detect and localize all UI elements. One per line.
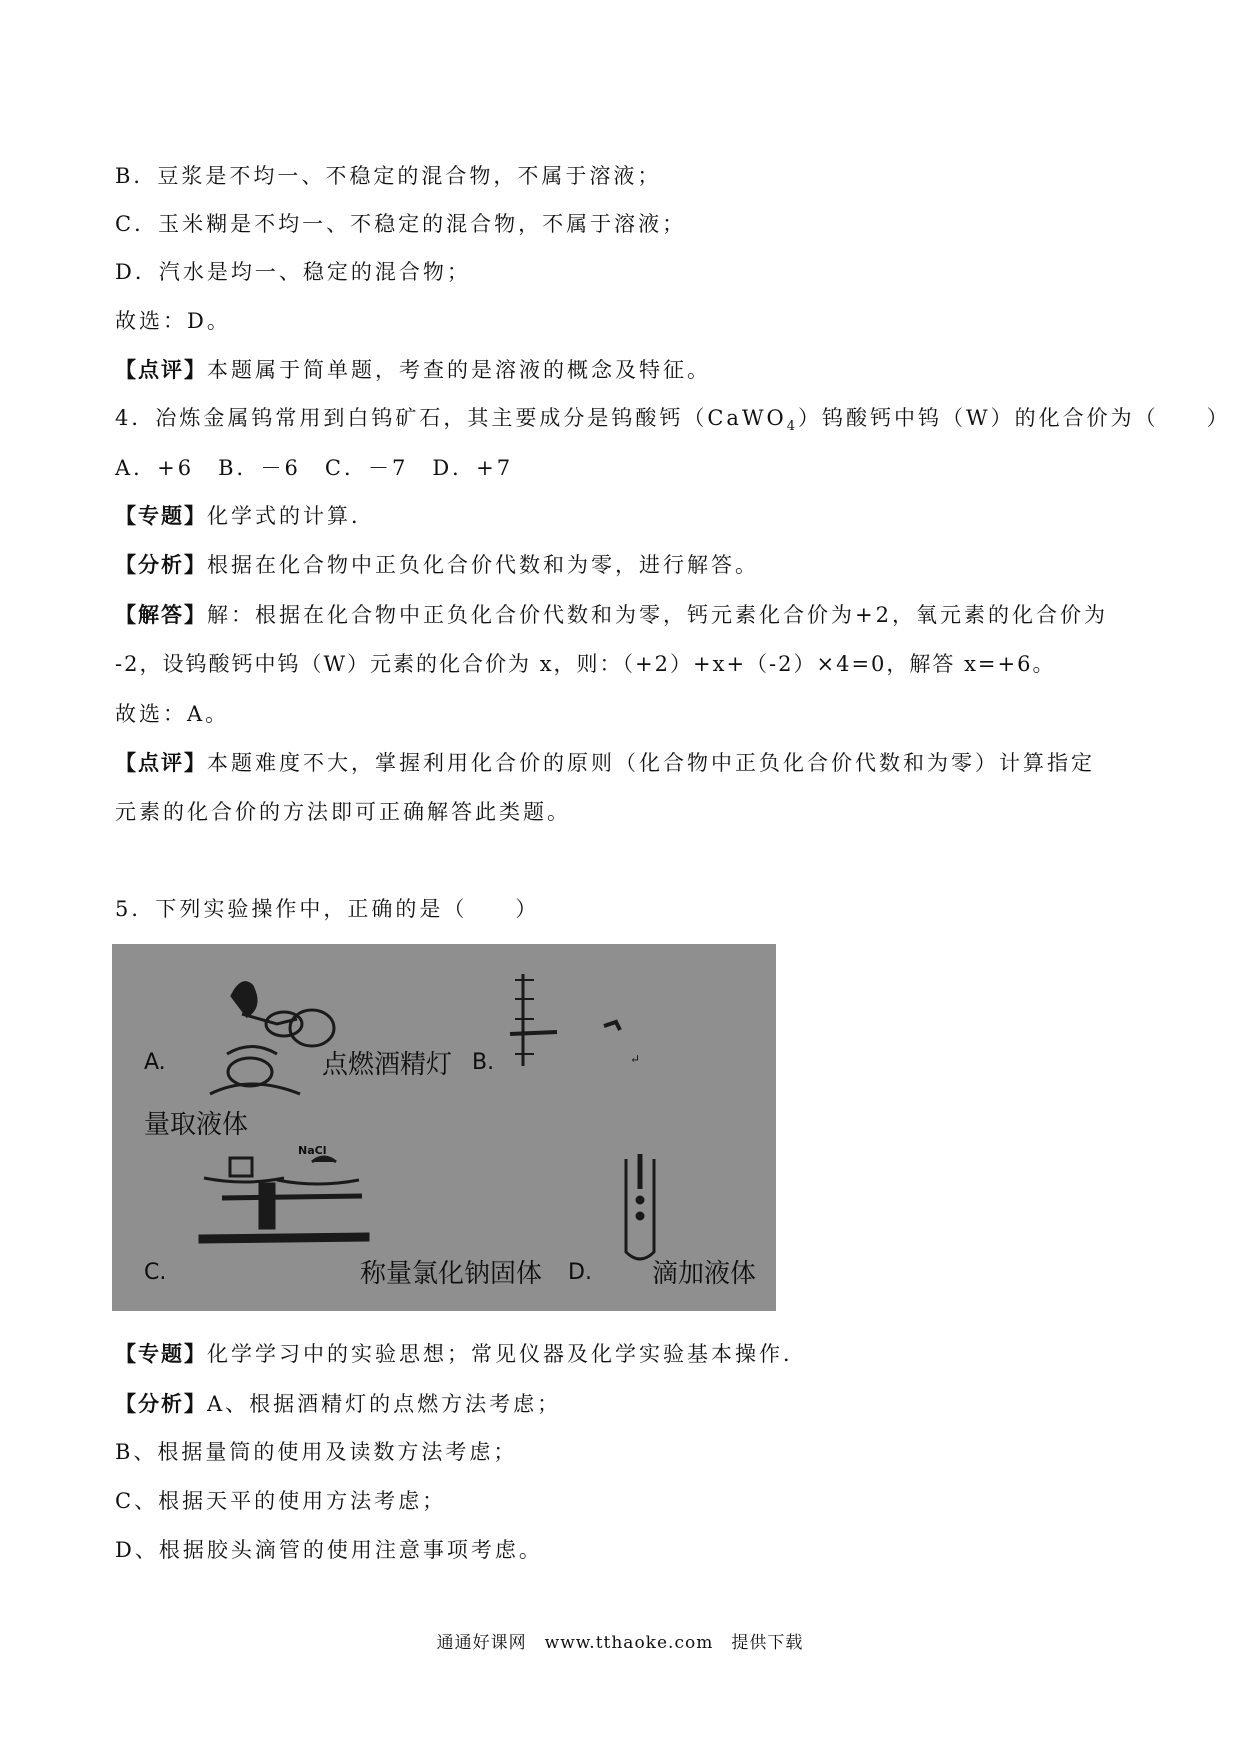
return-mark-b: ↵	[630, 1052, 641, 1066]
q4-comment-tag: 【点评】	[115, 751, 207, 775]
q5-topic-tag: 【专题】	[115, 1342, 207, 1366]
q5-topic	[115, 1339, 807, 1369]
q4-topic-tag: 【专题】	[115, 504, 207, 528]
q5-analysis-b: B、根据量筒的使用及读数方法考虑；	[115, 1440, 518, 1464]
comment-tag: 【点评】	[115, 358, 207, 382]
q4-topic-text: 化学式的计算．	[207, 504, 375, 528]
question-5: 5．下列实验操作中，正确的是（ ）	[115, 897, 540, 921]
q4-comment-text-1: 本题难度不大，掌握利用化合价的原则（化合物中正负化合价代数和为零）计算指定	[207, 751, 1095, 775]
q4-stem-a: 4．冶炼金属钨常用到白钨矿石，其主要成分是钨酸钙（CaWO	[115, 406, 787, 430]
option-b-label: B.	[472, 1050, 495, 1075]
q5-analysis	[115, 1389, 561, 1419]
q5-analysis-c: C、根据天平的使用方法考虑；	[115, 1489, 447, 1513]
nacl-label: NaCl	[298, 1144, 327, 1157]
page-footer: 通通好课网 www.tthaoke.com 提供下载	[436, 1633, 804, 1653]
option-c-text: 称量氯化钠固体	[360, 1259, 543, 1289]
comment-line	[115, 355, 711, 385]
q4-solution-2: -2，设钨酸钙中钨（W）元素的化合价为 x，则：（+2）+x+（-2）×4=0，解答 x=+6。	[115, 652, 1056, 676]
line-b: B．豆浆是不均一、不稳定的混合物，不属于溶液；	[115, 164, 662, 188]
graduated-cylinder-icon	[510, 974, 620, 1066]
answer-d: 故选：D。	[115, 309, 231, 333]
option-d-text: 滴加液体	[652, 1259, 757, 1289]
line-d: D．汽水是均一、稳定的混合物；	[115, 260, 471, 284]
q4-comment	[115, 748, 1095, 778]
q5-analysis-d: D、根据胶头滴管的使用注意事项考虑。	[115, 1538, 543, 1562]
alcohol-lamp-icon	[210, 983, 334, 1094]
option-a-label: A.	[144, 1050, 166, 1075]
q4-solution-text-1: 解：根据在化合物中正负化合价代数和为零，钙元素化合价为+2，氧元素的化合价为	[207, 603, 1108, 627]
line-c: C．玉米糊是不均一、不稳定的混合物，不属于溶液；	[115, 212, 687, 236]
comment-text: 本题属于简单题，考查的是溶液的概念及特征。	[207, 358, 711, 382]
q4-solution-tag: 【解答】	[115, 603, 207, 627]
q4-solution	[115, 600, 1108, 630]
q4-subscript: 4	[786, 419, 799, 435]
option-d-label: D.	[568, 1260, 592, 1285]
q4-comment-2: 元素的化合价的方法即可正确解答此类题。	[115, 800, 571, 824]
option-c-label: C.	[144, 1260, 167, 1285]
q4-topic	[115, 501, 375, 531]
option-b-text: 量取液体	[144, 1110, 249, 1140]
q4-analysis	[115, 550, 759, 580]
q4-stem-b: ）钨酸钙中钨（W）的化合价为（ ）	[798, 406, 1231, 430]
q4-options: A．+6 B．－6 C．－7 D．+7	[115, 456, 514, 480]
q5-analysis-tag: 【分析】	[115, 1392, 207, 1416]
experiment-figure	[112, 944, 776, 1311]
q4-analysis-tag: 【分析】	[115, 553, 207, 577]
balance-icon	[200, 1157, 368, 1242]
q5-analysis-text: A、根据酒精灯的点燃方法考虑；	[207, 1392, 562, 1416]
q4-answer: 故选：A。	[115, 702, 230, 726]
q5-topic-text: 化学学习中的实验思想；常见仪器及化学实验基本操作．	[207, 1342, 807, 1366]
option-a-text: 点燃酒精灯	[322, 1050, 453, 1080]
q4-analysis-text: 根据在化合物中正负化合价代数和为零，进行解答。	[207, 553, 759, 577]
question-4	[115, 403, 1231, 442]
dropper-icon	[626, 1154, 654, 1259]
